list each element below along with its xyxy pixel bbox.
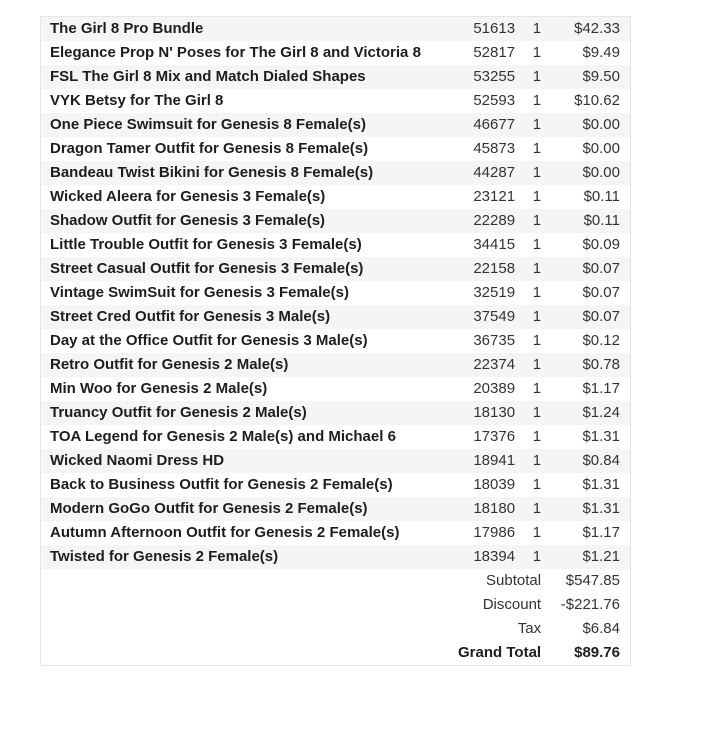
item-row xyxy=(41,401,631,425)
item-price: $9.49 xyxy=(541,41,630,65)
item-row xyxy=(41,329,631,353)
item-row xyxy=(41,377,631,401)
item-quantity: 1 xyxy=(515,425,541,449)
item-price: $0.12 xyxy=(541,329,630,353)
item-row xyxy=(41,89,631,113)
item-price: $0.84 xyxy=(541,449,630,473)
item-name: Shadow Outfit for Genesis 3 Female(s) xyxy=(41,209,449,233)
item-quantity: 1 xyxy=(515,89,541,113)
item-product-id: 32519 xyxy=(448,281,515,305)
item-name: Truancy Outfit for Genesis 2 Male(s) xyxy=(41,401,449,425)
item-quantity: 1 xyxy=(515,209,541,233)
item-row xyxy=(41,233,631,257)
item-row xyxy=(41,161,631,185)
item-quantity: 1 xyxy=(515,401,541,425)
grand-total-value: $89.76 xyxy=(541,641,630,666)
item-name: Back to Business Outfit for Genesis 2 Female(s) xyxy=(41,473,449,497)
item-quantity: 1 xyxy=(515,329,541,353)
subtotal-label: Subtotal xyxy=(41,569,542,593)
item-quantity: 1 xyxy=(515,377,541,401)
item-product-id: 18394 xyxy=(448,545,515,569)
item-quantity: 1 xyxy=(515,281,541,305)
item-price: $1.17 xyxy=(541,377,630,401)
item-product-id: 52593 xyxy=(448,89,515,113)
item-row xyxy=(41,305,631,329)
item-price: $10.62 xyxy=(541,89,630,113)
discount-row xyxy=(41,593,631,617)
item-product-id: 18130 xyxy=(448,401,515,425)
item-row xyxy=(41,65,631,89)
item-row xyxy=(41,17,631,42)
item-product-id: 22289 xyxy=(448,209,515,233)
item-price: $1.21 xyxy=(541,545,630,569)
item-quantity: 1 xyxy=(515,233,541,257)
subtotal-value: $547.85 xyxy=(541,569,630,593)
item-price: $9.50 xyxy=(541,65,630,89)
item-product-id: 22374 xyxy=(448,353,515,377)
item-row xyxy=(41,257,631,281)
item-row xyxy=(41,113,631,137)
item-name: Little Trouble Outfit for Genesis 3 Female(s) xyxy=(41,233,449,257)
item-name: Dragon Tamer Outfit for Genesis 8 Female(s) xyxy=(41,137,449,161)
item-price: $0.00 xyxy=(541,113,630,137)
item-name: Vintage SwimSuit for Genesis 3 Female(s) xyxy=(41,281,449,305)
item-row xyxy=(41,545,631,569)
item-name: Autumn Afternoon Outfit for Genesis 2 Female(s) xyxy=(41,521,449,545)
item-name: Street Casual Outfit for Genesis 3 Female(s) xyxy=(41,257,449,281)
item-quantity: 1 xyxy=(515,521,541,545)
item-product-id: 46677 xyxy=(448,113,515,137)
item-name: One Piece Swimsuit for Genesis 8 Female(s) xyxy=(41,113,449,137)
item-product-id: 23121 xyxy=(448,185,515,209)
order-items-body xyxy=(41,17,631,570)
item-row xyxy=(41,473,631,497)
item-product-id: 36735 xyxy=(448,329,515,353)
item-quantity: 1 xyxy=(515,185,541,209)
item-name: FSL The Girl 8 Mix and Match Dialed Shapes xyxy=(41,65,449,89)
item-price: $0.07 xyxy=(541,305,630,329)
item-quantity: 1 xyxy=(515,449,541,473)
item-quantity: 1 xyxy=(515,473,541,497)
item-product-id: 22158 xyxy=(448,257,515,281)
item-quantity: 1 xyxy=(515,545,541,569)
item-row xyxy=(41,185,631,209)
item-price: $1.31 xyxy=(541,473,630,497)
item-quantity: 1 xyxy=(515,113,541,137)
item-price: $0.00 xyxy=(541,137,630,161)
item-price: $0.11 xyxy=(541,209,630,233)
item-quantity: 1 xyxy=(515,497,541,521)
item-quantity: 1 xyxy=(515,65,541,89)
subtotal-row xyxy=(41,569,631,593)
item-quantity: 1 xyxy=(515,17,541,42)
item-quantity: 1 xyxy=(515,353,541,377)
tax-row xyxy=(41,617,631,641)
item-name: Street Cred Outfit for Genesis 3 Male(s) xyxy=(41,305,449,329)
item-name: Wicked Aleera for Genesis 3 Female(s) xyxy=(41,185,449,209)
item-product-id: 17376 xyxy=(448,425,515,449)
item-quantity: 1 xyxy=(515,257,541,281)
item-price: $0.00 xyxy=(541,161,630,185)
item-name: Day at the Office Outfit for Genesis 3 Male(s) xyxy=(41,329,449,353)
item-quantity: 1 xyxy=(515,305,541,329)
item-product-id: 51613 xyxy=(448,17,515,42)
discount-label: Discount xyxy=(41,593,542,617)
item-name: Modern GoGo Outfit for Genesis 2 Female(s) xyxy=(41,497,449,521)
item-product-id: 20389 xyxy=(448,377,515,401)
item-quantity: 1 xyxy=(515,161,541,185)
item-product-id: 34415 xyxy=(448,233,515,257)
item-product-id: 53255 xyxy=(448,65,515,89)
item-row xyxy=(41,41,631,65)
item-product-id: 18039 xyxy=(448,473,515,497)
item-name: TOA Legend for Genesis 2 Male(s) and Michael 6 xyxy=(41,425,449,449)
item-row xyxy=(41,497,631,521)
item-price: $0.78 xyxy=(541,353,630,377)
item-quantity: 1 xyxy=(515,137,541,161)
item-price: $0.11 xyxy=(541,185,630,209)
item-price: $0.09 xyxy=(541,233,630,257)
order-totals xyxy=(41,569,631,666)
item-price: $0.07 xyxy=(541,257,630,281)
item-row xyxy=(41,449,631,473)
item-name: Min Woo for Genesis 2 Male(s) xyxy=(41,377,449,401)
item-name: Wicked Naomi Dress HD xyxy=(41,449,449,473)
item-price: $1.17 xyxy=(541,521,630,545)
item-row xyxy=(41,209,631,233)
item-price: $1.24 xyxy=(541,401,630,425)
grand-total-row xyxy=(41,641,631,666)
tax-value: $6.84 xyxy=(541,617,630,641)
item-name: VYK Betsy for The Girl 8 xyxy=(41,89,449,113)
item-product-id: 45873 xyxy=(448,137,515,161)
item-product-id: 37549 xyxy=(448,305,515,329)
tax-label: Tax xyxy=(41,617,542,641)
item-row xyxy=(41,521,631,545)
item-price: $42.33 xyxy=(541,17,630,42)
item-price: $1.31 xyxy=(541,425,630,449)
item-name: Elegance Prop N' Poses for The Girl 8 and Victoria 8 xyxy=(41,41,449,65)
item-product-id: 52817 xyxy=(448,41,515,65)
item-row xyxy=(41,353,631,377)
item-product-id: 17986 xyxy=(448,521,515,545)
item-product-id: 18180 xyxy=(448,497,515,521)
item-row xyxy=(41,281,631,305)
item-product-id: 44287 xyxy=(448,161,515,185)
item-price: $1.31 xyxy=(541,497,630,521)
item-price: $0.07 xyxy=(541,281,630,305)
item-name: Twisted for Genesis 2 Female(s) xyxy=(41,545,449,569)
grand-total-label: Grand Total xyxy=(41,641,542,666)
item-name: The Girl 8 Pro Bundle xyxy=(41,17,449,42)
item-quantity: 1 xyxy=(515,41,541,65)
discount-value: -$221.76 xyxy=(541,593,630,617)
item-row xyxy=(41,137,631,161)
item-name: Retro Outfit for Genesis 2 Male(s) xyxy=(41,353,449,377)
item-product-id: 18941 xyxy=(448,449,515,473)
item-row xyxy=(41,425,631,449)
order-items-table xyxy=(40,16,631,666)
item-name: Bandeau Twist Bikini for Genesis 8 Female(s) xyxy=(41,161,449,185)
